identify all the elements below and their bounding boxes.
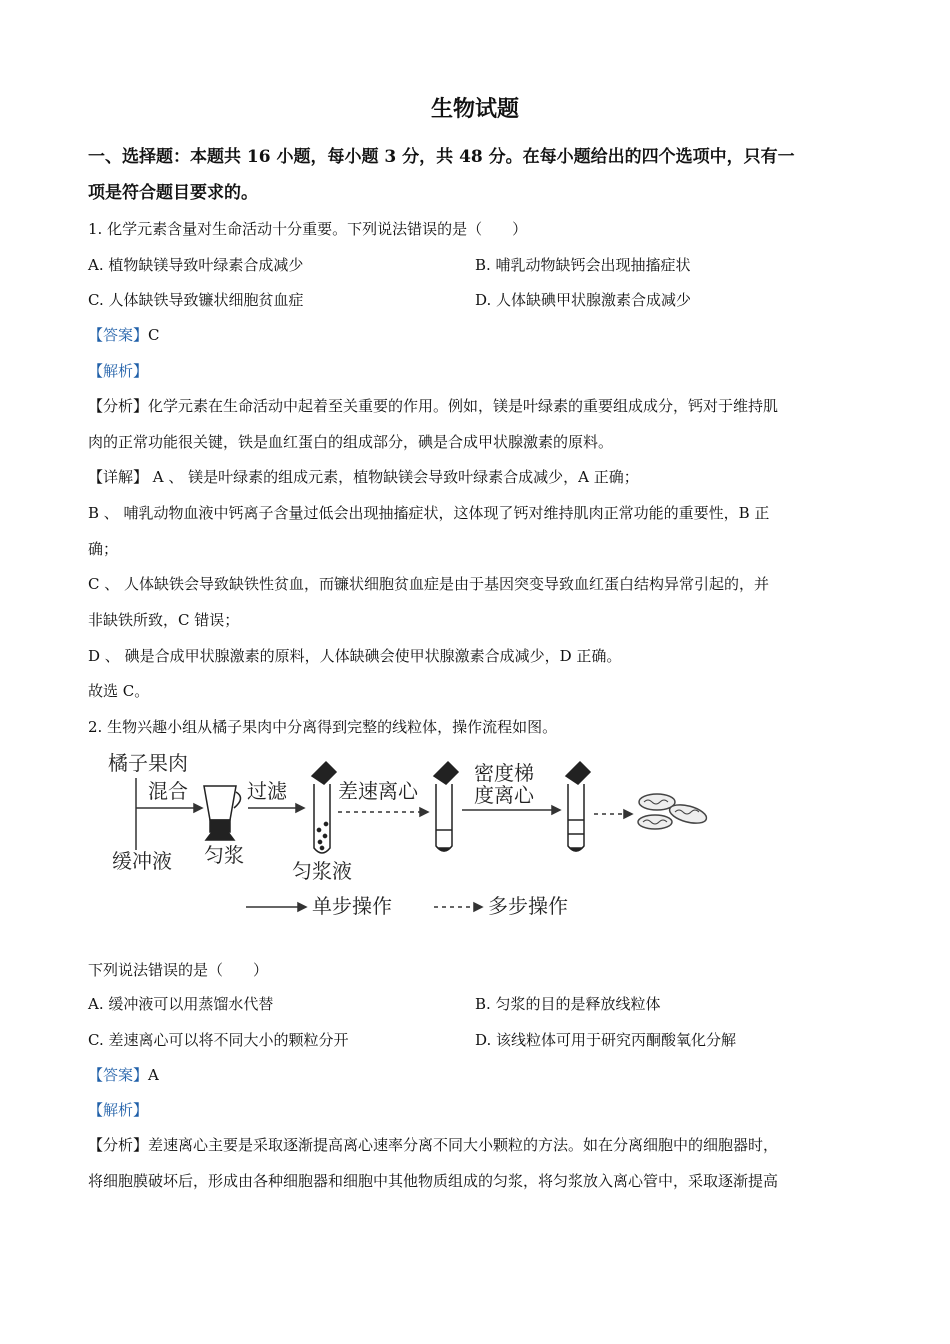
label-multi-step: 多步操作 — [488, 894, 568, 918]
analysis-tag: 【解析】 — [88, 362, 149, 380]
q2-option-c: C. 差速离心可以将不同大小的颗粒分开 — [88, 1031, 349, 1049]
fenxi-tag: 【分析】 — [88, 397, 149, 415]
test-tube-gradient — [566, 762, 590, 851]
fenxi-tag: 【分析】 — [88, 1136, 149, 1154]
fenxi-text: 差速离心主要是采取逐渐提高离心速率分离不同大小颗粒的方法。如在分离细胞中的细胞器时， — [148, 1136, 779, 1154]
q1-detail-d: D 、 碘是合成甲状腺激素的原料，人体缺碘会使甲状腺激素合成减少，D 正确。 — [88, 647, 622, 665]
page-title: 生物试题 — [430, 96, 519, 122]
legend-single-step-arrow — [246, 903, 306, 911]
q1-detail-b2: 确； — [88, 540, 119, 558]
label-buffer: 缓冲液 — [112, 849, 172, 873]
q1-option-b: B. 哺乳动物缺钙会出现抽搐症状 — [475, 256, 691, 274]
q1-answer — [88, 325, 868, 345]
section-heading-line1: 一、选择题：本题共 16 小题，每小题 3 分，共 48 分。在每小题给出的四个选项中，只有一 — [88, 147, 795, 167]
q1-fenxi-line2: 肉的正常功能很关键，铁是血红蛋白的组成部分，碘是合成甲状腺激素的原料。 — [88, 433, 614, 451]
label-differential-centrifugation: 差速离心 — [338, 779, 418, 803]
q1-analysis-tag — [88, 361, 868, 381]
q2-option-d: D. 该线粒体可用于研究丙酮酸氧化分解 — [475, 1031, 737, 1049]
answer-value: C — [148, 326, 160, 344]
label-density-gradient-1: 密度梯 — [474, 761, 534, 785]
answer-tag: 【答案】 — [88, 1066, 149, 1084]
label-single-step: 单步操作 — [312, 894, 392, 918]
answer-value: A — [148, 1066, 159, 1084]
fenxi-text: 化学元素在生命活动中起着至关重要的作用。例如，镁是叶绿素的重要组成成分，钙对于维持肌 — [148, 397, 779, 415]
q1-option-c: C. 人体缺铁导致镰状细胞贫血症 — [88, 291, 304, 309]
q2-option-b: B. 匀浆的目的是释放线粒体 — [475, 995, 661, 1013]
label-orange-pulp: 橘子果肉 — [108, 751, 188, 775]
density-gradient-arrow — [462, 806, 560, 814]
test-tube-homogenate — [312, 762, 336, 853]
answer-tag: 【答案】 — [88, 326, 149, 344]
q2-question: 下列说法错误的是（ ） — [88, 961, 269, 979]
q1-detail-b1: B 、 哺乳动物血液中钙离子含量过低会出现抽搐症状，这体现了钙对维持肌肉正常功能的重要性，B 正 — [88, 504, 770, 522]
section-heading-line2: 项是符合题目要求的。 — [88, 183, 258, 203]
q2-fenxi-line2: 将细胞膜破坏后，形成由各种细胞器和细胞中其他物质组成的匀浆，将匀浆放入离心管中，采取逐渐提高 — [88, 1172, 779, 1190]
q2-fenxi-line1 — [88, 1135, 868, 1155]
q1-detail-c2: 非缺铁所致，C 错误； — [88, 611, 240, 629]
q1-conclusion: 故选 C。 — [88, 682, 150, 700]
blender-icon — [204, 786, 241, 840]
q1-detail-a — [88, 467, 868, 487]
label-homogenate: 匀浆液 — [292, 859, 352, 883]
test-tube-centrifuged — [434, 762, 458, 851]
dashed-arrow-differential — [338, 808, 428, 816]
q2-analysis-tag — [88, 1100, 868, 1120]
label-homogenize: 匀浆 — [204, 843, 244, 867]
dashed-arrow-final — [594, 810, 632, 818]
legend-multi-step-arrow — [434, 903, 482, 911]
q1-fenxi-line1 — [88, 396, 868, 416]
q2-answer — [88, 1065, 868, 1085]
q1-option-d: D. 人体缺碘甲状腺激素合成减少 — [475, 291, 692, 309]
detail-a-text: A 、 镁是叶绿素的组成元素，植物缺镁会导致叶绿素合成减少，A 正确； — [148, 468, 639, 486]
q1-option-a: A. 植物缺镁导致叶绿素合成减少 — [88, 256, 304, 274]
q2-option-a: A. 缓冲液可以用蒸馏水代替 — [88, 995, 274, 1013]
mitochondria-isolation-flowchart — [100, 750, 720, 930]
label-density-gradient-2: 度离心 — [474, 783, 534, 807]
filter-arrow — [248, 804, 304, 812]
mitochondria-icon — [638, 794, 708, 829]
label-mix: 混合 — [148, 779, 188, 803]
q2-stem: 2. 生物兴趣小组从橘子果肉中分离得到完整的线粒体，操作流程如图。 — [88, 718, 558, 736]
analysis-tag: 【解析】 — [88, 1101, 149, 1119]
q1-stem: 1. 化学元素含量对生命活动十分重要。下列说法错误的是（ ） — [88, 220, 528, 238]
xiangjie-tag: 【详解】 — [88, 468, 149, 486]
label-filter: 过滤 — [247, 779, 287, 803]
q1-detail-c1: C 、 人体缺铁会导致缺铁性贫血，而镰状细胞贫血症是由于基因突变导致血红蛋白结构异常引起的，并 — [88, 575, 770, 593]
